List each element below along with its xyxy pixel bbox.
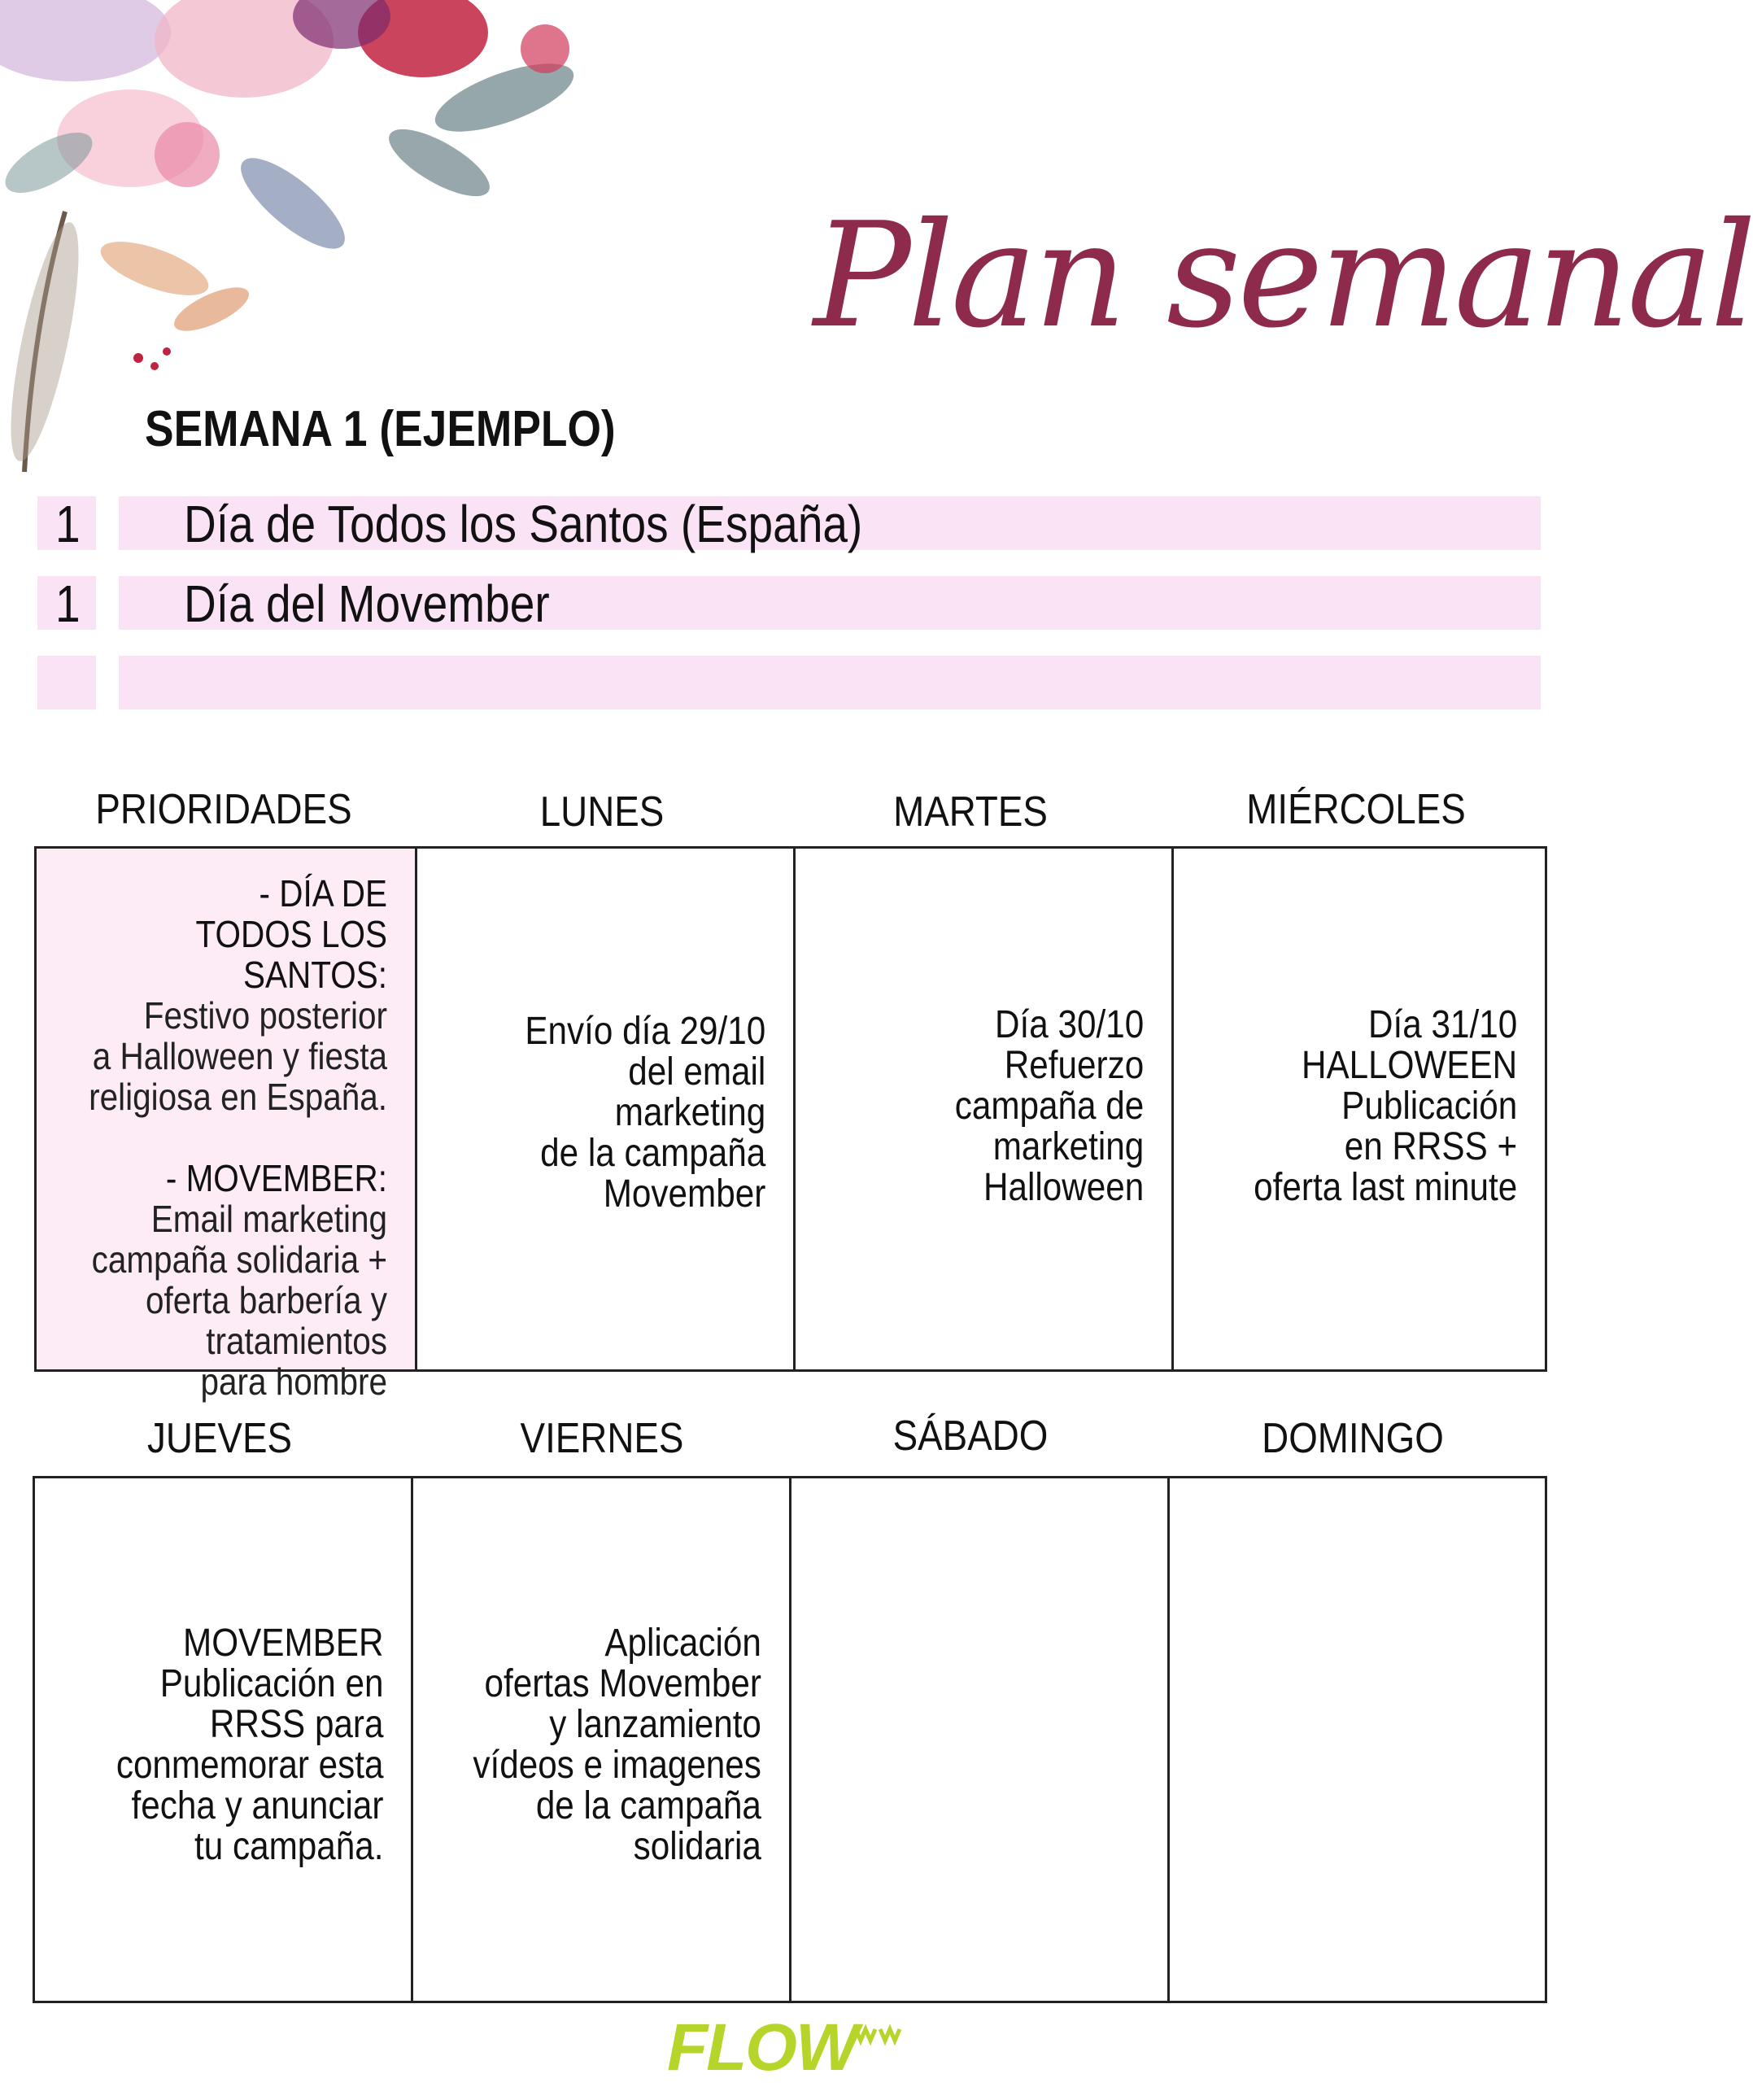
page-title: Plan semanal bbox=[813, 191, 1753, 360]
martes-text: Día 30/10 Refuerzo campaña de marketing Halloween bbox=[954, 1003, 1144, 1209]
jueves-text: MOVEMBER Publicación en RRSS para conmemorar esta fecha y anunciar tu campaña. bbox=[116, 1622, 383, 1868]
event-day-box bbox=[37, 574, 96, 633]
header-miercoles: MIÉRCOLES bbox=[1246, 786, 1466, 833]
event-day-box bbox=[37, 495, 96, 553]
event-day: 1 bbox=[55, 574, 81, 633]
priority-1-text: Festivo posterior a Halloween y fiesta religiosa en España. bbox=[89, 994, 387, 1118]
lunes-text: Envío día 29/10 del email marketing de la campaña Movember bbox=[525, 1010, 765, 1216]
cell-martes bbox=[796, 849, 1174, 1369]
event-text-box bbox=[119, 656, 1541, 709]
header-lunes: LUNES bbox=[539, 788, 665, 836]
priority-1-title: - DÍA DE TODOS LOS SANTOS: bbox=[195, 872, 387, 996]
cell-viernes bbox=[413, 1478, 791, 2001]
header-domingo: DOMINGO bbox=[1262, 1415, 1444, 1462]
cell-miercoles bbox=[1174, 849, 1545, 1369]
header-martes: MARTES bbox=[893, 788, 1048, 836]
flow-logo bbox=[667, 2011, 927, 2085]
event-row bbox=[37, 656, 1541, 709]
cell-lunes bbox=[417, 849, 796, 1369]
cell-jueves bbox=[35, 1478, 413, 2001]
event-text: Día del Movember bbox=[184, 574, 550, 633]
header-viernes: VIERNES bbox=[520, 1415, 684, 1462]
event-row bbox=[37, 574, 1541, 633]
header-jueves: JUEVES bbox=[146, 1415, 293, 1462]
cell-prioridades bbox=[37, 849, 417, 1403]
event-day: 1 bbox=[55, 495, 81, 553]
cell-sabado bbox=[791, 1478, 1170, 2001]
priority-2-text: Email marketing campaña solidaria + oferta barbería y tratamientos para hombre bbox=[91, 1198, 387, 1403]
priorities-text bbox=[79, 873, 387, 1402]
event-day-box bbox=[37, 656, 96, 709]
week-label: SEMANA 1 (EJEMPLO) bbox=[145, 401, 616, 457]
header-prioridades: PRIORIDADES bbox=[95, 786, 352, 833]
priority-2-title: - MOVEMBER: bbox=[165, 1157, 388, 1199]
event-text-box bbox=[119, 574, 1541, 633]
event-text-box bbox=[119, 495, 1541, 553]
svg-text:FLOW: FLOW bbox=[667, 2010, 857, 2085]
miercoles-text: Día 31/10 HALLOWEEN Publicación en RRSS + oferta last minute bbox=[1253, 1003, 1517, 1209]
event-row bbox=[37, 495, 1541, 553]
cell-domingo bbox=[1170, 1478, 1545, 2001]
header-sabado: SÁBADO bbox=[892, 1412, 1049, 1460]
event-text: Día de Todos los Santos (España) bbox=[184, 495, 863, 553]
bottom-week-grid bbox=[33, 1476, 1547, 2003]
top-week-grid bbox=[34, 846, 1547, 1403]
viernes-text: Aplicación ofertas Movember y lanzamiento vídeos e imagenes de la campaña solidaria bbox=[473, 1622, 761, 1868]
